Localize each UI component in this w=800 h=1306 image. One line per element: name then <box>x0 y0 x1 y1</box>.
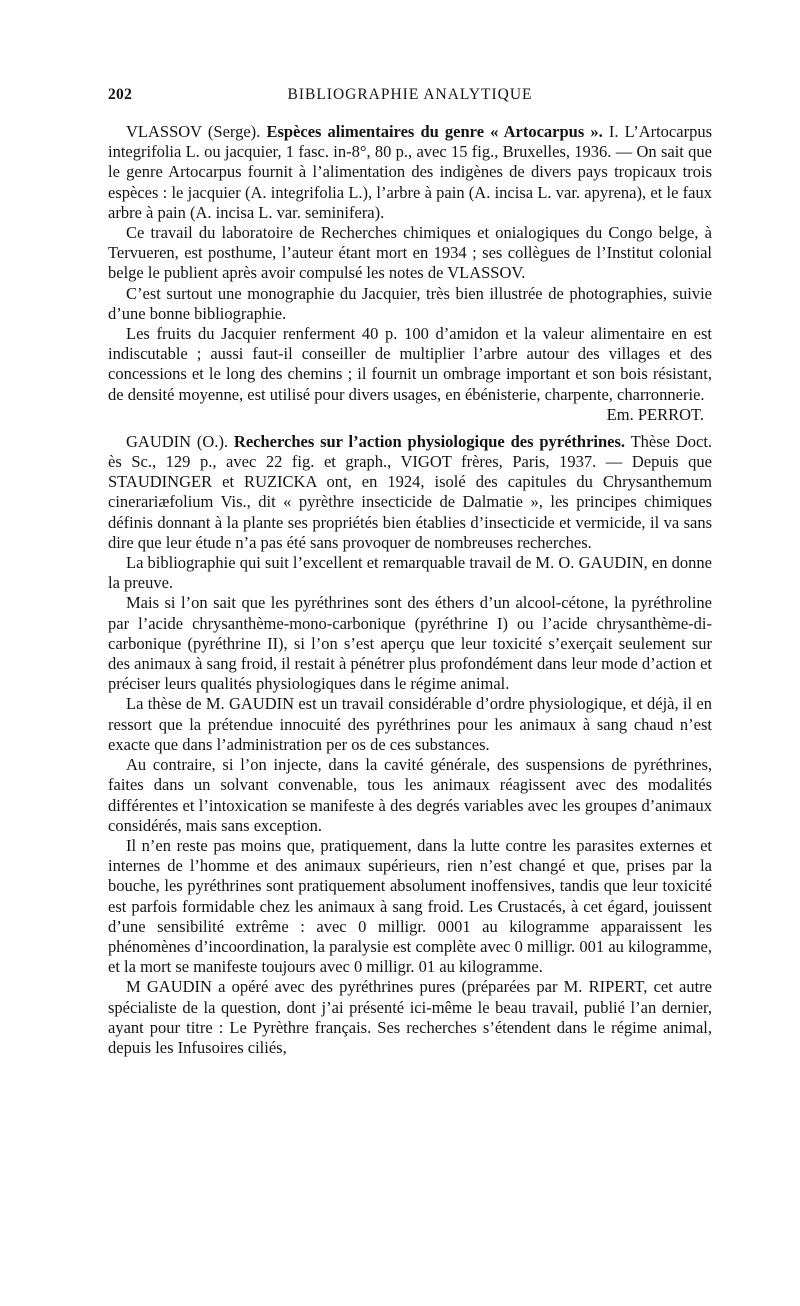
running-head <box>108 86 712 108</box>
running-title: BIBLIOGRAPHIE ANALYTIQUE <box>287 86 533 103</box>
page-content <box>108 122 712 1058</box>
entry-paragraph: La thèse de M. GAUDIN est un travail considérable d’ordre physiologique, et déjà, il en ressort que la prétendue innocuité des pyréthrines pour les animaux à sang chaud n’est exacte que dans l’administration per os de ces substances. <box>108 694 712 754</box>
entry-paragraph: La bibliographie qui suit l’excellent et remarquable travail de M. O. GAUDIN, en donne la preuve. <box>108 553 712 593</box>
entry-paragraph: M GAUDIN a opéré avec des pyréthrines pures (préparées par M. RIPERT, cet autre spécialiste de la question, dont j’ai présenté ici-même le beau travail, publié l’an dernier, ayant pour titre : Le Pyrèthre français. Ses recherches s’étendent dans le régime animal, depuis les Infusoires ciliés, <box>108 977 712 1057</box>
entry-paragraph <box>108 324 712 424</box>
entry-paragraph-text: Les fruits du Jacquier renferment 40 p. 100 d’amidon et la valeur alimentaire en est indiscutable ; aussi faut-il conseiller de multiplier l’arbre autour des villages et des concessions et le long des chemins ; il fournit un ombrage important et son bois résistant, de densité moyenne, est utilisé pour divers usages, en ébénisterie, charpente, charronnerie. <box>108 324 712 404</box>
entry-author: VLASSOV (Serge). <box>126 122 261 141</box>
entry-author: GAUDIN (O.). <box>126 431 229 451</box>
bibliography-entry-gaudin <box>108 432 712 1058</box>
entry-reference-text: I. L’Artocarpus integrifolia L. ou jacquier, 1 fasc. in-8°, 80 p., avec 15 fig., Bruxelles, 1936. — On sait que le genre Artocarpus fournit à l’alimentation des indigènes de divers pays tropicaux trois espèces : le jacquier (A. integrifolia L.), l’arbre à pain (A. incisa L. var. apyrena), et le faux arbre à pain (A. incisa L. var. seminifera). <box>108 122 712 222</box>
entry-paragraph: Ce travail du laboratoire de Recherches chimiques et onialogiques du Congo belge, à Tervueren, est posthume, l’auteur étant mort en 1934 ; ses collègues de l’Institut colonial belge le publient après avoir compulsé les notes de VLASSOV. <box>108 223 712 283</box>
entry-paragraph: Il n’en reste pas moins que, pratiquement, dans la lutte contre les parasites externes et internes de l’homme et des animaux supérieurs, rien n’est changé et que, prises par la bouche, les pyréthrines sont pratiquement absolument inoffensives, tandis que leur toxicité est parfois formidable chez les animaux à sang froid. Les Crustacés, à cet égard, jouissent d’une sensibilité extrême : avec 0 milligr. 0001 au kilogramme apparaissent les phénomènes d’incoordination, la paralysie est complète avec 0 milligr. 001 au kilogramme, et la mort se manifeste toujours avec 0 milligr. 01 au kilogramme. <box>108 835 712 977</box>
entry-title: Espèces alimentaires du genre « Artocarpus ». <box>266 122 603 141</box>
page-number: 202 <box>108 86 133 103</box>
entry-paragraph: Mais si l’on sait que les pyréthrines sont des éthers d’un alcool-cétone, la pyréthroline par l’acide chrysanthème-mono-carbonique (pyréthrine I) ou l’acide chrysanthème-di-carbonique (pyréthrine II), si l’on s’est aperçu que leur toxicité s’exerçait seulement sur des animaux à sang froid, il restait à pénétrer plus profondément dans leur mode d’action et préciser leurs qualités physiologiques dans le régime animal. <box>108 593 712 694</box>
entry-reference <box>108 432 712 553</box>
entry-signature: Em. PERROT. <box>606 404 704 424</box>
entry-reference-text: Thèse Doct. ès Sc., 129 p., avec 22 fig. et graph., VIGOT frères, Paris, 1937. — Depuis que STAUDINGER et RUZICKA ont, en 1924, isolé des capitules du Chrysanthemum cinerariæfolium Vis., dit « pyrèthre insecticide de Dalmatie », les principes chimiques définis donnant à la plante ses propriétés bien établies d’insecticide et vermicide, il va sans dire que leur étude n’a pas été sans provoquer de nombreuses recherches. <box>108 431 713 552</box>
bibliography-entry-vlassov <box>108 122 712 424</box>
entry-paragraph: C’est surtout une monographie du Jacquier, très bien illustrée de photographies, suivie d’une bonne bibliographie. <box>108 283 712 323</box>
entry-paragraph: Au contraire, si l’on injecte, dans la cavité générale, des suspensions de pyréthrines, faites dans un solvant convenable, tous les animaux réagissent avec des modalités différentes et l’intoxication se manifeste à des degrés variables avec les groupes d’animaux considérés, mais sans exception. <box>108 755 712 835</box>
entry-reference <box>108 122 712 223</box>
entry-title: Recherches sur l’action physiologique des pyréthrines. <box>233 431 626 451</box>
